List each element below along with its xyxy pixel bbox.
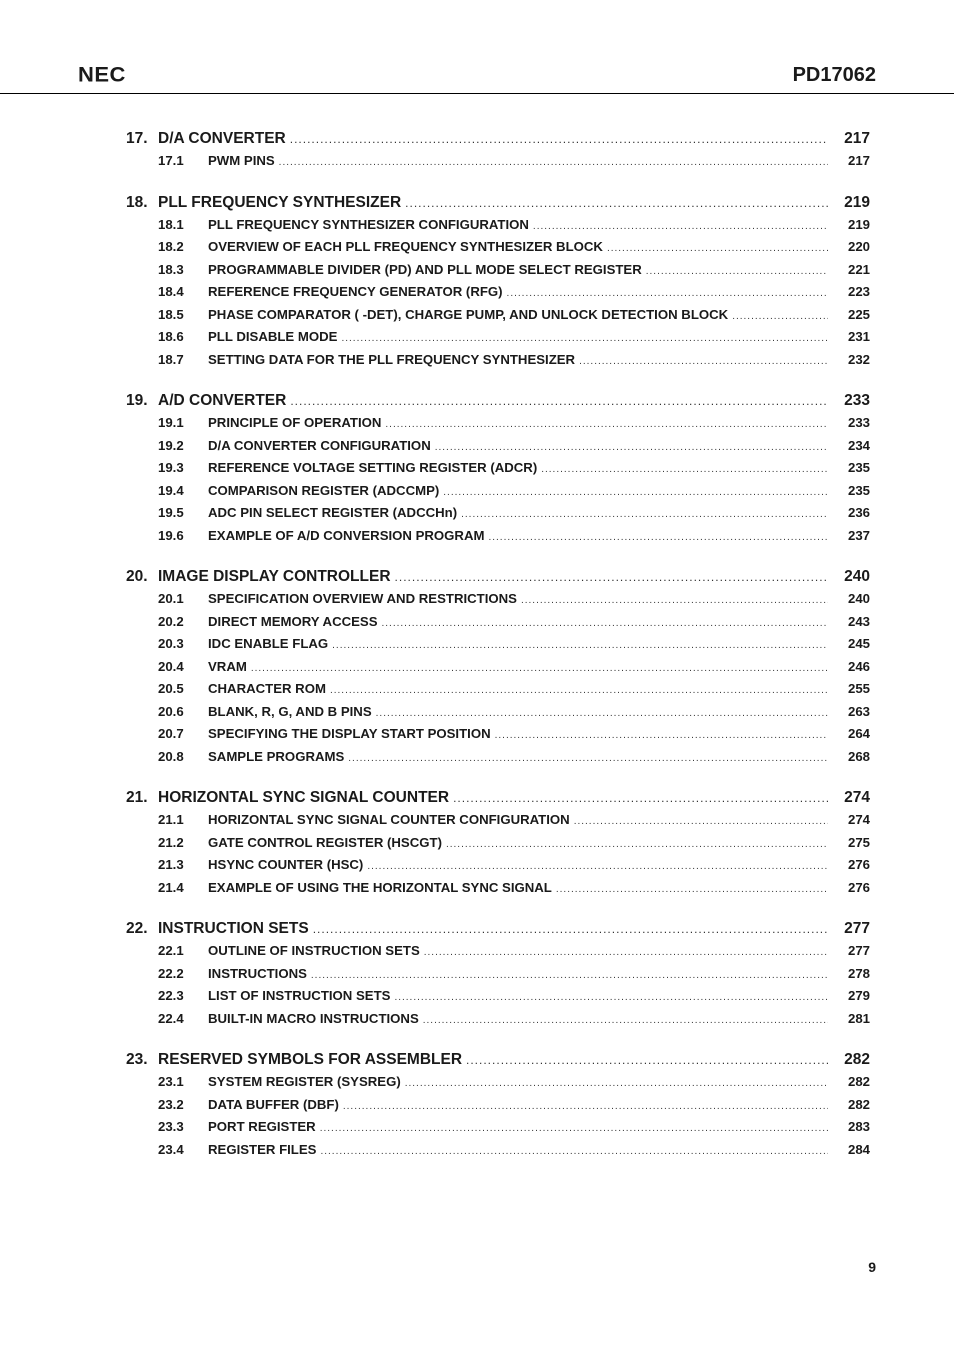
subsection-page: 225 xyxy=(847,306,870,322)
subsection-title: EXAMPLE OF USING THE HORIZONTAL SYNC SIGNAL xyxy=(208,879,552,895)
page-header xyxy=(0,0,954,94)
toc-subsection-entry[interactable] xyxy=(126,988,870,1011)
toc-subsection-entry[interactable] xyxy=(126,704,870,727)
toc-subsection-entry[interactable] xyxy=(126,614,870,637)
subsection-number: 21.3 xyxy=(158,857,184,872)
toc-section xyxy=(126,194,870,375)
toc-subsection-entry[interactable] xyxy=(126,528,870,551)
chapter-number: 21. xyxy=(126,789,148,806)
toc-subsection-entry[interactable] xyxy=(126,1074,870,1097)
chapter-title: HORIZONTAL SYNC SIGNAL COUNTER xyxy=(158,789,450,806)
subsection-title: SAMPLE PROGRAMS xyxy=(208,748,345,764)
subsection-page: 221 xyxy=(847,261,870,277)
toc-subsection-entry[interactable] xyxy=(126,505,870,528)
subsection-title: OUTLINE OF INSTRUCTION SETS xyxy=(208,943,420,958)
subsection-number: 21.1 xyxy=(158,812,184,827)
subsection-page: 240 xyxy=(847,591,870,606)
subsection-number: 18.2 xyxy=(158,239,184,254)
subsection-title: BLANK, R, G, AND B PINS xyxy=(208,703,372,719)
dot-leader xyxy=(367,861,828,872)
toc-chapter-entry[interactable] xyxy=(126,568,870,591)
subsection-number: 22.4 xyxy=(158,1010,184,1026)
subsection-number: 20.4 xyxy=(158,658,184,674)
toc-chapter-entry[interactable] xyxy=(126,130,870,153)
chapter-title: PLL FREQUENCY SYNTHESIZER xyxy=(158,193,402,211)
toc-chapter-entry[interactable] xyxy=(126,1051,870,1074)
subsection-number: 20.3 xyxy=(158,636,184,651)
dot-leader xyxy=(423,1015,828,1026)
chapter-title: D/A CONVERTER xyxy=(158,130,286,147)
chapter-title: A/D CONVERTER xyxy=(158,392,287,409)
subsection-title: LIST OF INSTRUCTION SETS xyxy=(208,988,391,1003)
chapter-title: INSTRUCTION SETS xyxy=(158,920,309,937)
toc-subsection-entry[interactable] xyxy=(126,857,870,880)
subsection-title: HSYNC COUNTER (HSC) xyxy=(208,857,364,872)
page-number: 9 xyxy=(868,1259,876,1275)
toc-subsection-entry[interactable] xyxy=(126,880,870,903)
subsection-title: VRAM xyxy=(208,658,247,674)
subsection-number: 20.8 xyxy=(158,748,184,764)
toc-subsection-entry[interactable] xyxy=(126,239,870,262)
subsection-page: 282 xyxy=(847,1074,870,1089)
dot-leader xyxy=(394,992,828,1003)
subsection-number: 18.1 xyxy=(158,216,184,232)
subsection-number: 20.1 xyxy=(158,591,184,606)
dot-leader xyxy=(461,509,828,520)
dot-leader xyxy=(443,487,828,498)
toc-section xyxy=(126,392,870,550)
dot-leader xyxy=(376,708,828,719)
toc-subsection-entry[interactable] xyxy=(126,659,870,682)
chapter-page: 274 xyxy=(844,789,870,806)
subsection-number: 22.3 xyxy=(158,988,184,1003)
chapter-title: IMAGE DISPLAY CONTROLLER xyxy=(158,568,391,585)
dot-leader xyxy=(290,394,828,408)
subsection-title: IDC ENABLE FLAG xyxy=(208,636,329,651)
toc-section xyxy=(126,789,870,902)
chapter-page: 282 xyxy=(844,1051,870,1068)
toc-subsection-entry[interactable] xyxy=(126,943,870,966)
dot-leader xyxy=(732,311,828,322)
dot-leader xyxy=(556,884,828,895)
dot-leader xyxy=(251,663,828,674)
subsection-page: 281 xyxy=(847,1010,870,1026)
subsection-page: 284 xyxy=(847,1141,870,1157)
toc-section xyxy=(126,568,870,771)
dot-leader xyxy=(330,685,828,696)
subsection-number: 19.3 xyxy=(158,460,184,475)
subsection-page: 264 xyxy=(847,726,870,741)
subsection-page: 233 xyxy=(847,415,870,430)
subsection-number: 23.4 xyxy=(158,1141,184,1157)
toc-subsection-entry[interactable] xyxy=(126,329,870,352)
subsection-page: 236 xyxy=(847,505,870,520)
toc-subsection-entry[interactable] xyxy=(126,591,870,614)
subsection-page: 283 xyxy=(847,1119,870,1134)
subsection-title: COMPARISON REGISTER (ADCCMP) xyxy=(208,482,440,498)
subsection-page: 243 xyxy=(847,613,870,629)
dot-leader xyxy=(607,243,828,254)
dot-leader xyxy=(385,419,828,430)
dot-leader xyxy=(541,464,828,475)
subsection-page: 263 xyxy=(847,703,870,719)
subsection-number: 20.7 xyxy=(158,726,184,741)
chapter-page: 217 xyxy=(844,130,870,147)
subsection-page: 234 xyxy=(847,437,870,453)
toc-chapter-entry[interactable] xyxy=(126,392,870,415)
subsection-title: OVERVIEW OF EACH PLL FREQUENCY SYNTHESIZER BLOCK xyxy=(208,239,603,254)
subsection-page: 217 xyxy=(847,153,870,168)
toc-subsection-entry[interactable] xyxy=(126,1097,870,1120)
subsection-title: CHARACTER ROM xyxy=(208,681,326,696)
subsection-page: 237 xyxy=(847,527,870,543)
subsection-page: 277 xyxy=(847,943,870,958)
dot-leader xyxy=(395,570,828,584)
toc-subsection-entry[interactable] xyxy=(126,1142,870,1165)
chapter-title: RESERVED SYMBOLS FOR ASSEMBLER xyxy=(158,1051,463,1068)
subsection-number: 19.4 xyxy=(158,482,184,498)
toc-section xyxy=(126,130,870,176)
subsection-title: EXAMPLE OF A/D CONVERSION PROGRAM xyxy=(208,527,485,543)
dot-leader xyxy=(507,288,828,299)
subsection-number: 17.1 xyxy=(158,153,184,168)
dot-leader xyxy=(320,1146,828,1157)
subsection-number: 19.1 xyxy=(158,415,184,430)
subsection-page: 276 xyxy=(847,857,870,872)
subsection-number: 19.6 xyxy=(158,527,184,543)
subsection-page: 223 xyxy=(847,284,870,299)
subsection-title: SPECIFYING THE DISPLAY START POSITION xyxy=(208,726,491,741)
subsection-title: BUILT-IN MACRO INSTRUCTIONS xyxy=(208,1010,419,1026)
subsection-number: 23.1 xyxy=(158,1074,184,1089)
toc-subsection-entry[interactable] xyxy=(126,153,870,176)
dot-leader xyxy=(313,922,828,936)
chapter-number: 18. xyxy=(126,193,148,211)
subsection-title: D/A CONVERTER CONFIGURATION xyxy=(208,437,431,453)
toc-subsection-entry[interactable] xyxy=(126,460,870,483)
subsection-number: 18.3 xyxy=(158,261,184,277)
subsection-number: 18.7 xyxy=(158,351,184,367)
toc-subsection-entry[interactable] xyxy=(126,352,870,375)
subsection-title: DIRECT MEMORY ACCESS xyxy=(208,613,378,629)
subsection-title: SPECIFICATION OVERVIEW AND RESTRICTIONS xyxy=(208,591,517,606)
dot-leader xyxy=(466,1053,828,1067)
toc-subsection-entry[interactable] xyxy=(126,749,870,772)
dot-leader xyxy=(579,356,828,367)
subsection-title: ADC PIN SELECT REGISTER (ADCCHn) xyxy=(208,505,458,520)
dot-leader xyxy=(311,970,828,981)
dot-leader xyxy=(290,132,828,146)
chapter-page: 233 xyxy=(844,392,870,409)
subsection-number: 21.4 xyxy=(158,879,184,895)
toc-section xyxy=(126,1051,870,1164)
toc-subsection-entry[interactable] xyxy=(126,217,870,240)
subsection-number: 22.1 xyxy=(158,943,184,958)
subsection-page: 232 xyxy=(847,351,870,367)
nec-logo: NEC xyxy=(78,62,126,87)
subsection-page: 268 xyxy=(847,748,870,764)
dot-leader xyxy=(332,640,828,651)
subsection-title: PROGRAMMABLE DIVIDER (PD) AND PLL MODE SELECT REGISTER xyxy=(208,261,642,277)
dot-leader xyxy=(488,532,828,543)
dot-leader xyxy=(446,839,828,850)
toc-subsection-entry[interactable] xyxy=(126,262,870,285)
subsection-number: 18.4 xyxy=(158,284,184,299)
chapter-page: 219 xyxy=(844,193,870,211)
toc-subsection-entry[interactable] xyxy=(126,681,870,704)
table-of-contents xyxy=(126,130,870,1182)
subsection-number: 18.5 xyxy=(158,306,184,322)
toc-subsection-entry[interactable] xyxy=(126,835,870,858)
subsection-page: 246 xyxy=(847,658,870,674)
dot-leader xyxy=(453,791,828,805)
subsection-page: 235 xyxy=(847,482,870,498)
subsection-title: PHASE COMPARATOR ( -DET), CHARGE PUMP, AND UNLOCK DETECTION BLOCK xyxy=(208,306,729,322)
subsection-title: REFERENCE VOLTAGE SETTING REGISTER (ADCR) xyxy=(208,460,538,475)
chapter-number: 20. xyxy=(126,568,148,585)
subsection-number: 21.2 xyxy=(158,834,184,850)
subsection-page: 282 xyxy=(847,1096,870,1112)
subsection-number: 19.5 xyxy=(158,505,184,520)
subsection-title: REGISTER FILES xyxy=(208,1141,317,1157)
toc-subsection-entry[interactable] xyxy=(126,966,870,989)
subsection-title: REFERENCE FREQUENCY GENERATOR (RFG) xyxy=(208,284,503,299)
subsection-number: 22.2 xyxy=(158,965,184,981)
toc-section xyxy=(126,920,870,1033)
toc-subsection-entry[interactable] xyxy=(126,812,870,835)
subsection-page: 245 xyxy=(847,636,870,651)
subsection-title: PWM PINS xyxy=(208,153,275,168)
subsection-number: 19.2 xyxy=(158,437,184,453)
subsection-title: DATA BUFFER (DBF) xyxy=(208,1096,339,1112)
chapter-number: 19. xyxy=(126,392,148,409)
dot-leader xyxy=(574,816,828,827)
subsection-page: 275 xyxy=(847,834,870,850)
subsection-title: HORIZONTAL SYNC SIGNAL COUNTER CONFIGURATION xyxy=(208,812,570,827)
dot-leader xyxy=(279,157,828,168)
subsection-title: PRINCIPLE OF OPERATION xyxy=(208,415,382,430)
dot-leader xyxy=(435,442,828,453)
subsection-page: 219 xyxy=(847,216,870,232)
subsection-number: 23.2 xyxy=(158,1096,184,1112)
toc-subsection-entry[interactable] xyxy=(126,483,870,506)
toc-subsection-entry[interactable] xyxy=(126,284,870,307)
subsection-page: 279 xyxy=(847,988,870,1003)
subsection-page: 235 xyxy=(847,460,870,475)
header-rule xyxy=(0,93,954,94)
dot-leader xyxy=(348,753,828,764)
toc-subsection-entry[interactable] xyxy=(126,1119,870,1142)
subsection-page: 220 xyxy=(847,239,870,254)
toc-subsection-entry[interactable] xyxy=(126,307,870,330)
dot-leader xyxy=(646,266,828,277)
document-id: PD17062 xyxy=(792,64,876,86)
chapter-number: 17. xyxy=(126,130,148,147)
dot-leader xyxy=(405,196,828,210)
dot-leader xyxy=(533,221,828,232)
dot-leader xyxy=(382,618,829,629)
toc-chapter-entry[interactable] xyxy=(126,789,870,812)
toc-subsection-entry[interactable] xyxy=(126,726,870,749)
dot-leader xyxy=(341,333,828,344)
dot-leader xyxy=(495,730,828,741)
subsection-page: 231 xyxy=(847,329,870,344)
dot-leader xyxy=(343,1101,828,1112)
chapter-number: 22. xyxy=(126,920,148,937)
subsection-page: 276 xyxy=(847,879,870,895)
chapter-number: 23. xyxy=(126,1051,148,1068)
toc-chapter-entry[interactable] xyxy=(126,920,870,943)
subsection-number: 20.5 xyxy=(158,681,184,696)
subsection-title: INSTRUCTIONS xyxy=(208,965,307,981)
toc-subsection-entry[interactable] xyxy=(126,415,870,438)
dot-leader xyxy=(405,1078,828,1089)
subsection-title: SYSTEM REGISTER (SYSREG) xyxy=(208,1074,401,1089)
dot-leader xyxy=(424,947,828,958)
dot-leader xyxy=(320,1123,828,1134)
toc-subsection-entry[interactable] xyxy=(126,1011,870,1034)
subsection-page: 274 xyxy=(847,812,870,827)
subsection-title: SETTING DATA FOR THE PLL FREQUENCY SYNTHESIZER xyxy=(208,351,576,367)
subsection-number: 23.3 xyxy=(158,1119,184,1134)
subsection-number: 20.6 xyxy=(158,703,184,719)
subsection-title: PLL DISABLE MODE xyxy=(208,329,338,344)
toc-subsection-entry[interactable] xyxy=(126,438,870,461)
subsection-page: 255 xyxy=(847,681,870,696)
subsection-number: 18.6 xyxy=(158,329,184,344)
subsection-page: 278 xyxy=(847,965,870,981)
dot-leader xyxy=(521,595,828,606)
subsection-title: PORT REGISTER xyxy=(208,1119,316,1134)
subsection-title: GATE CONTROL REGISTER (HSCGT) xyxy=(208,834,442,850)
chapter-page: 277 xyxy=(844,920,870,937)
subsection-number: 20.2 xyxy=(158,613,184,629)
toc-chapter-entry[interactable] xyxy=(126,194,870,217)
toc-subsection-entry[interactable] xyxy=(126,636,870,659)
subsection-title: PLL FREQUENCY SYNTHESIZER CONFIGURATION xyxy=(208,216,529,232)
chapter-page: 240 xyxy=(844,568,870,585)
